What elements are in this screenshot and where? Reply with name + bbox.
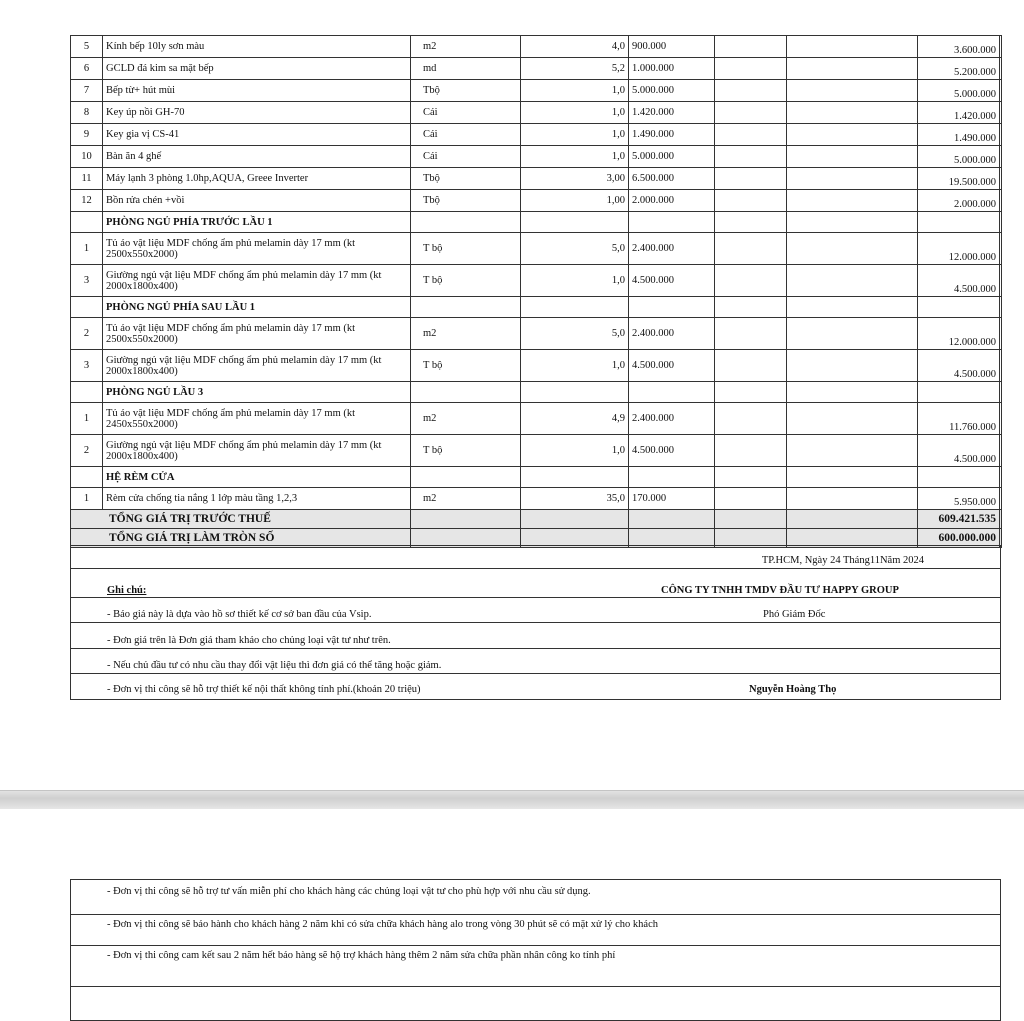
empty-cell (1000, 80, 1002, 102)
unit-price-cell: 4.500.000 (629, 435, 715, 467)
row-number-cell: 2 (71, 435, 103, 467)
unit-price-cell: 4.500.000 (629, 350, 715, 382)
row-number-cell: 9 (71, 124, 103, 146)
empty-cell (715, 102, 787, 124)
total-row (71, 510, 1002, 529)
empty-cell (521, 510, 629, 529)
empty-cell (411, 510, 521, 529)
empty-cell (411, 467, 521, 488)
empty-cell (715, 36, 787, 58)
empty-cell (521, 212, 629, 233)
empty-cell (787, 124, 918, 146)
total-value-cell: 609.421.535 (918, 510, 1000, 529)
quantity-cell: 5,2 (521, 58, 629, 80)
unit-cell: T bộ (411, 350, 521, 382)
empty-cell (715, 467, 787, 488)
empty-cell (1000, 146, 1002, 168)
note-line-4: - Đơn vị thi công sẽ hỗ trợ thiết kế nội thất không tính phí.(khoản 20 triệu) (107, 684, 421, 695)
row-number-cell: 6 (71, 58, 103, 80)
description-cell: Key gia vị CS-41 (103, 124, 411, 146)
row-number-cell: 10 (71, 146, 103, 168)
line-total-cell: 5.000.000 (918, 80, 1000, 102)
line-total-cell: 5.000.000 (918, 146, 1000, 168)
quantity-cell: 5,0 (521, 233, 629, 265)
empty-cell (787, 297, 918, 318)
unit-price-cell: 2.400.000 (629, 318, 715, 350)
unit-price-cell: 900.000 (629, 36, 715, 58)
empty-cell (787, 467, 918, 488)
empty-cell (1000, 318, 1002, 350)
page2-note-line-2: - Đơn vị thi công sẽ bảo hành cho khách hàng 2 năm khi có sửa chữa khách hàng alo trong vòng 30 phút sẽ có mặt xử lý cho khách (107, 919, 658, 930)
empty-cell (1000, 403, 1002, 435)
empty-cell (787, 168, 918, 190)
page2-note-line-3: - Đơn vị thi công cam kết sau 2 năm hết bảo hàng sẽ hộ trợ khách hàng thêm 2 năm sửa chữa phần nhân công ko tính phí (107, 950, 616, 961)
quantity-cell: 1,0 (521, 146, 629, 168)
empty-cell (1000, 212, 1002, 233)
empty-cell (629, 510, 715, 529)
description-cell: Rèm cửa chống tia nắng 1 lớp màu tầng 1,2,3 (103, 488, 411, 510)
empty-cell (787, 510, 918, 529)
line-total-cell: 5.200.000 (918, 58, 1000, 80)
empty-cell (918, 297, 1000, 318)
empty-cell (521, 382, 629, 403)
unit-cell: Tbộ (411, 168, 521, 190)
row-number-cell: 8 (71, 102, 103, 124)
unit-cell: m2 (411, 488, 521, 510)
unit-cell: Cái (411, 102, 521, 124)
empty-cell (1000, 265, 1002, 297)
empty-cell (715, 297, 787, 318)
line-total-cell: 11.760.000 (918, 403, 1000, 435)
empty-cell (787, 350, 918, 382)
empty-cell (918, 212, 1000, 233)
line-total-cell: 4.500.000 (918, 435, 1000, 467)
note-line-1: - Báo giá này là dựa vào hồ sơ thiết kế cơ sở ban đầu của Vsip. (107, 609, 372, 620)
empty-cell (1000, 435, 1002, 467)
notes-heading: Ghi chú: (107, 585, 147, 596)
empty-cell (787, 58, 918, 80)
empty-cell (521, 467, 629, 488)
note-row-3 (71, 649, 1000, 674)
row-number-cell: 3 (71, 350, 103, 382)
empty-cell (71, 467, 103, 488)
unit-price-cell: 4.500.000 (629, 265, 715, 297)
table-row (71, 318, 1002, 350)
description-cell: Tủ áo vật liệu MDF chống ẩm phủ melamin dày 17 mm (kt 2500x550x2000) (103, 318, 411, 350)
notes-block (70, 545, 1001, 700)
line-total-cell: 1.490.000 (918, 124, 1000, 146)
note-line-2: - Đơn giá trên là Đơn giá tham khảo cho chủng loại vật tư như trên. (107, 635, 391, 646)
line-total-cell: 5.950.000 (918, 488, 1000, 510)
quotation-table (70, 35, 1002, 548)
quantity-cell: 4,9 (521, 403, 629, 435)
unit-price-cell: 2.000.000 (629, 190, 715, 212)
empty-cell (715, 233, 787, 265)
signer-position: Phó Giám Đốc (763, 609, 826, 620)
empty-cell (1000, 36, 1002, 58)
empty-cell (715, 212, 787, 233)
empty-cell (629, 382, 715, 403)
section-header-row (71, 212, 1002, 233)
empty-cell (521, 297, 629, 318)
empty-cell (715, 382, 787, 403)
table-row (71, 58, 1002, 80)
total-label-cell: TỔNG GIÁ TRỊ TRƯỚC THUẾ (71, 510, 411, 529)
description-cell: Giường ngủ vật liệu MDF chống ẩm phủ melamin dày 17 mm (kt 2000x1800x400) (103, 350, 411, 382)
row-number-cell: 3 (71, 265, 103, 297)
section-title-cell: PHÒNG NGỦ PHÍA SAU LẦU 1 (103, 297, 411, 318)
line-total-cell: 12.000.000 (918, 233, 1000, 265)
unit-price-cell: 1.420.000 (629, 102, 715, 124)
table-row (71, 350, 1002, 382)
quantity-cell: 1,0 (521, 80, 629, 102)
section-header-row (71, 467, 1002, 488)
note-row-2 (71, 623, 1000, 649)
description-cell: Giường ngủ vật liệu MDF chống ẩm phủ melamin dày 17 mm (kt 2000x1800x400) (103, 435, 411, 467)
empty-cell (787, 212, 918, 233)
quantity-cell: 4,0 (521, 36, 629, 58)
empty-cell (715, 318, 787, 350)
description-cell: Tủ áo vật liệu MDF chống ẩm phủ melamin dày 17 mm (kt 2500x550x2000) (103, 233, 411, 265)
table-row (71, 488, 1002, 510)
section-header-row (71, 297, 1002, 318)
line-total-cell: 19.500.000 (918, 168, 1000, 190)
empty-cell (1000, 168, 1002, 190)
page2-note-row-3 (71, 946, 1000, 987)
empty-cell (411, 297, 521, 318)
empty-cell (1000, 58, 1002, 80)
empty-cell (71, 382, 103, 403)
description-cell: Bồn rửa chén +vồi (103, 190, 411, 212)
unit-price-cell: 2.400.000 (629, 403, 715, 435)
unit-cell: md (411, 58, 521, 80)
page2-note-row-2 (71, 915, 1000, 946)
empty-cell (787, 146, 918, 168)
empty-cell (787, 382, 918, 403)
unit-cell: m2 (411, 403, 521, 435)
empty-cell (1000, 102, 1002, 124)
empty-cell (71, 297, 103, 318)
row-number-cell: 1 (71, 233, 103, 265)
empty-cell (1000, 297, 1002, 318)
empty-cell (787, 488, 918, 510)
description-cell: Máy lạnh 3 phòng 1.0hp,AQUA, Greee Inverter (103, 168, 411, 190)
unit-price-cell: 1.000.000 (629, 58, 715, 80)
empty-cell (787, 80, 918, 102)
unit-price-cell: 2.400.000 (629, 233, 715, 265)
empty-cell (715, 146, 787, 168)
empty-cell (1000, 350, 1002, 382)
description-cell: Giường ngủ vật liệu MDF chống ẩm phủ melamin dày 17 mm (kt 2000x1800x400) (103, 265, 411, 297)
empty-cell (715, 435, 787, 467)
row-number-cell: 7 (71, 80, 103, 102)
empty-cell (629, 297, 715, 318)
description-cell: Kính bếp 10ly sơn màu (103, 36, 411, 58)
row-number-cell: 1 (71, 488, 103, 510)
unit-price-cell: 5.000.000 (629, 80, 715, 102)
empty-cell (1000, 488, 1002, 510)
empty-cell (715, 168, 787, 190)
quantity-cell: 1,0 (521, 350, 629, 382)
empty-cell (629, 212, 715, 233)
empty-cell (787, 318, 918, 350)
empty-cell (715, 58, 787, 80)
line-total-cell: 3.600.000 (918, 36, 1000, 58)
unit-cell: Tbộ (411, 80, 521, 102)
section-title-cell: PHÒNG NGỦ LẦU 3 (103, 382, 411, 403)
description-cell: GCLD đá kim sa mặt bếp (103, 58, 411, 80)
unit-cell: T bộ (411, 435, 521, 467)
unit-cell: m2 (411, 36, 521, 58)
unit-cell: Tbộ (411, 190, 521, 212)
table-row (71, 36, 1002, 58)
signer-name: Nguyễn Hoàng Thọ (749, 684, 837, 695)
description-cell: Key úp nồi GH-70 (103, 102, 411, 124)
empty-cell (715, 403, 787, 435)
empty-cell (1000, 510, 1002, 529)
empty-cell (787, 265, 918, 297)
unit-cell: m2 (411, 318, 521, 350)
description-cell: Tủ áo vật liệu MDF chống ẩm phủ melamin dày 17 mm (kt 2450x550x2000) (103, 403, 411, 435)
table-row (71, 190, 1002, 212)
empty-cell (629, 467, 715, 488)
quantity-cell: 1,0 (521, 124, 629, 146)
table-row (71, 435, 1002, 467)
note-line-3: - Nếu chủ đầu tư có nhu cầu thay đổi vật liệu thì đơn giá có thể tăng hoặc giảm. (107, 660, 442, 671)
quantity-cell: 1,00 (521, 190, 629, 212)
page2-note-line-1: - Đơn vị thi công sẽ hỗ trợ tư vấn miễn phí cho khách hàng các chủng loại vật tư cho phù hợp với nhu cầu sử dụng. (107, 886, 591, 897)
line-total-cell: 2.000.000 (918, 190, 1000, 212)
quantity-cell: 1,0 (521, 265, 629, 297)
table-row (71, 102, 1002, 124)
section-header-row (71, 382, 1002, 403)
empty-cell (71, 212, 103, 233)
line-total-cell: 4.500.000 (918, 265, 1000, 297)
empty-cell (918, 382, 1000, 403)
line-total-cell: 1.420.000 (918, 102, 1000, 124)
quantity-cell: 5,0 (521, 318, 629, 350)
notes-heading-row (71, 569, 1000, 598)
empty-cell (1000, 233, 1002, 265)
quantity-cell: 35,0 (521, 488, 629, 510)
page2-note-row-1 (71, 880, 1000, 915)
empty-cell (715, 488, 787, 510)
unit-price-cell: 1.490.000 (629, 124, 715, 146)
empty-cell (918, 467, 1000, 488)
table-row (71, 403, 1002, 435)
empty-cell (1000, 124, 1002, 146)
total-label-cell: TỔNG GIÁ TRỊ LÀM TRÒN SỐ (71, 529, 411, 548)
unit-cell: T bộ (411, 233, 521, 265)
empty-cell (787, 403, 918, 435)
table-row (71, 146, 1002, 168)
unit-cell: Cái (411, 124, 521, 146)
unit-cell: T bộ (411, 265, 521, 297)
unit-price-cell: 5.000.000 (629, 146, 715, 168)
quotation-page-2 (0, 809, 1024, 1013)
total-value-cell: 600.000.000 (918, 529, 1000, 548)
line-total-cell: 12.000.000 (918, 318, 1000, 350)
empty-cell (715, 510, 787, 529)
unit-price-cell: 170.000 (629, 488, 715, 510)
empty-cell (787, 435, 918, 467)
note-row-1 (71, 598, 1000, 623)
table-row (71, 124, 1002, 146)
row-number-cell: 1 (71, 403, 103, 435)
row-number-cell: 12 (71, 190, 103, 212)
section-title-cell: HỆ RÈM CỬA (103, 467, 411, 488)
table-row (71, 168, 1002, 190)
section-title-cell: PHÒNG NGỦ PHÍA TRƯỚC LẦU 1 (103, 212, 411, 233)
page2-notes-block (70, 879, 1001, 1021)
empty-cell (715, 190, 787, 212)
empty-cell (715, 80, 787, 102)
quantity-cell: 3,00 (521, 168, 629, 190)
table-row (71, 80, 1002, 102)
quantity-cell: 1,0 (521, 435, 629, 467)
table-row (71, 233, 1002, 265)
table-row (71, 265, 1002, 297)
empty-cell (411, 212, 521, 233)
row-number-cell: 5 (71, 36, 103, 58)
empty-cell (787, 190, 918, 212)
empty-cell (1000, 467, 1002, 488)
empty-cell (411, 382, 521, 403)
empty-cell (787, 102, 918, 124)
date-row (71, 546, 1000, 569)
empty-cell (1000, 190, 1002, 212)
note-row-4 (71, 674, 1000, 698)
empty-cell (1000, 382, 1002, 403)
row-number-cell: 11 (71, 168, 103, 190)
row-number-cell: 2 (71, 318, 103, 350)
unit-cell: Cái (411, 146, 521, 168)
description-cell: Bàn ăn 4 ghế (103, 146, 411, 168)
line-total-cell: 4.500.000 (918, 350, 1000, 382)
unit-price-cell: 6.500.000 (629, 168, 715, 190)
empty-cell (715, 265, 787, 297)
empty-cell (715, 124, 787, 146)
empty-cell (787, 36, 918, 58)
quantity-cell: 1,0 (521, 102, 629, 124)
description-cell: Bếp từ+ hút mùi (103, 80, 411, 102)
company-name: CÔNG TY TNHH TMDV ĐẦU TƯ HAPPY GROUP (661, 585, 899, 596)
empty-cell (715, 350, 787, 382)
page-separator (0, 790, 1024, 810)
quote-date: TP.HCM, Ngày 24 Tháng11Năm 2024 (761, 555, 924, 566)
empty-cell (787, 233, 918, 265)
